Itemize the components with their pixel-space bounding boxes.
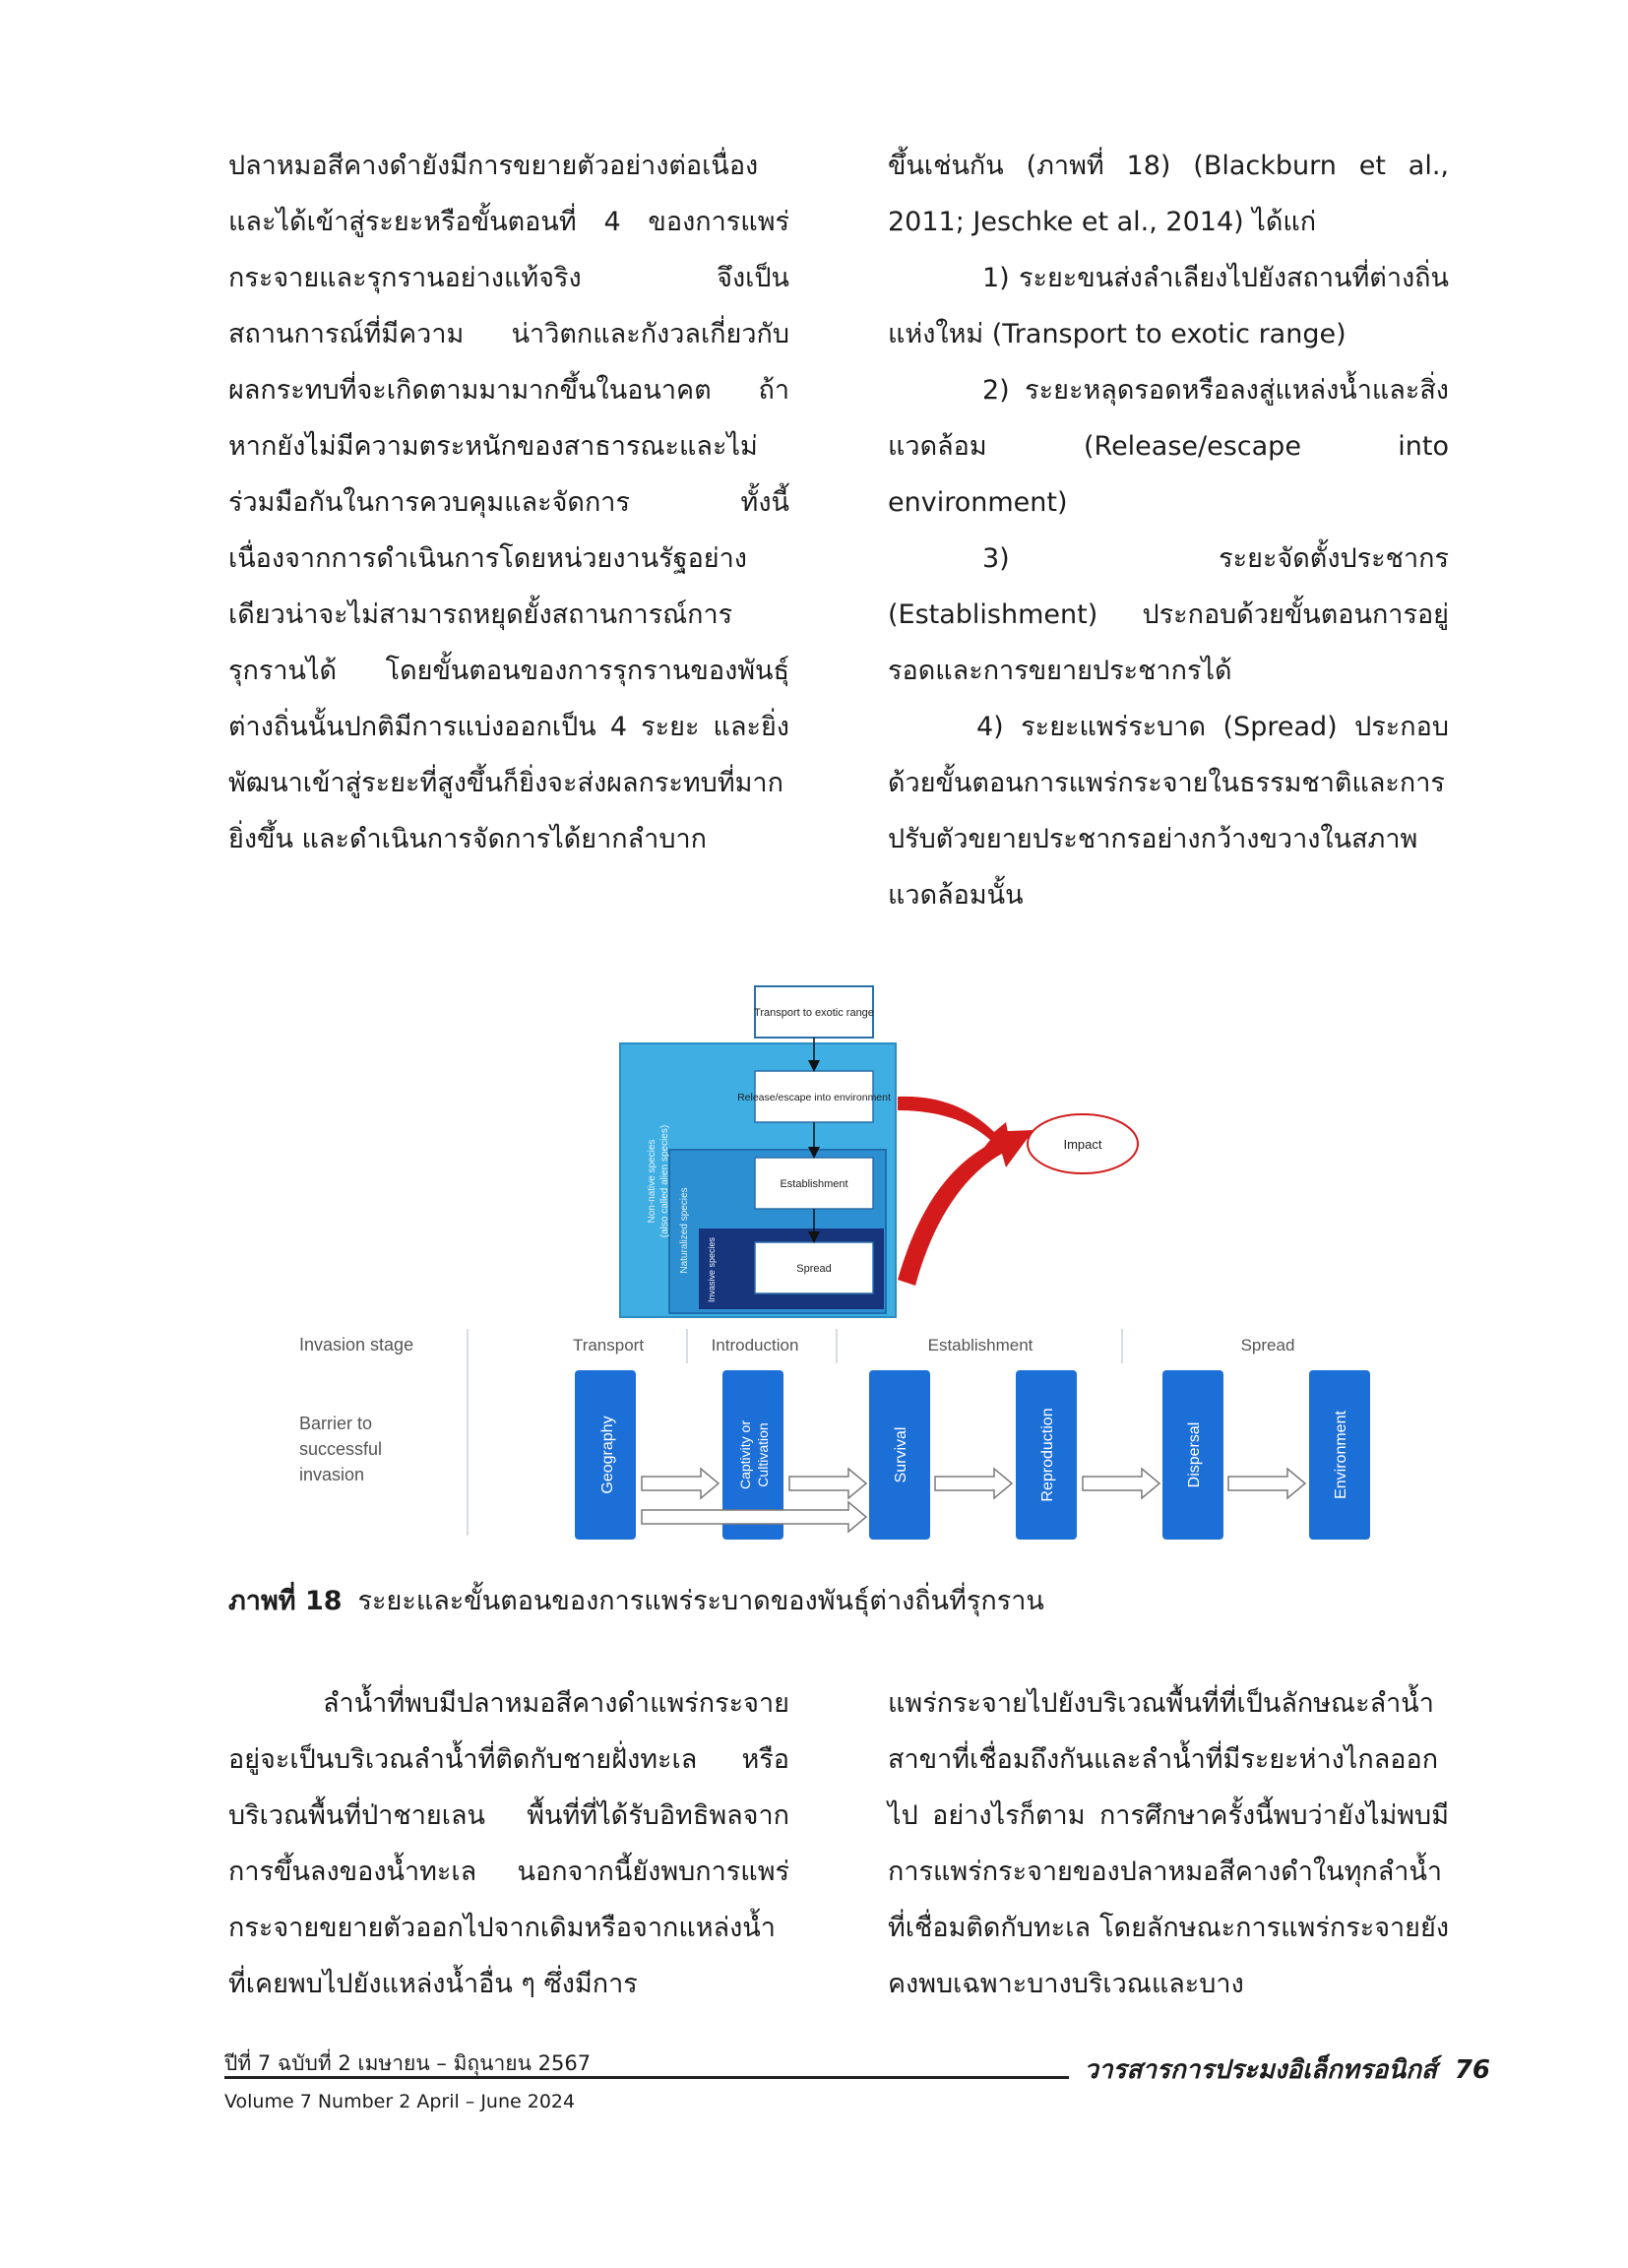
hollow-arrow: [642, 1469, 719, 1498]
journal-title: วารสารการประมงอิเล็กทรอนิกส์: [1084, 2055, 1437, 2085]
journal-name: [1066, 2049, 1490, 2090]
paragraph: ปลาหมอสีคางดำยังมีการขยายตัวอย่างต่อเนื่องและได้เข้าสู่ระยะหรือขั้นตอนที่ 4 ของการแพร่กระจายและรุกรานอย่างแท้จริง จึงเป็นสถานการณ์ที่มีความ น่าวิตกและกังวลเกี่ยวกับผลกระทบที่จะเกิดตามมามากขึ้นในอนาคต ถ้าหากยังไม่มีความตระหนักของสาธารณะและไม่ร่วมมือกันในการควบคุมและจัดการ ทั้งนี้เนื่องจากการดำเนินการโดยหน่วยงานรัฐอย่างเดียวน่าจะไม่สามารถหยุดยั้งสถานการณ์การรุกรานได้ โดยขั้นตอนของการรุกรานของพันธุ์ต่างถิ่นนั้นปกติมีการแบ่งออกเป็น 4 ระยะ และยิ่งพัฒนาเข้าสู่ระยะที่สูงขึ้นก็ยิ่งจะส่งผลกระทบที่มากยิ่งขึ้น และดำเนินการจัดการได้ยากลำบาก: [228, 151, 789, 854]
caption-text: ระยะและขั้นตอนของการแพร่ระบาดของพันธุ์ต่างถิ่นที่รุกราน: [357, 1586, 1044, 1616]
stage-introduction: Introduction: [711, 1336, 799, 1354]
hollow-arrow: [1228, 1469, 1305, 1498]
barrier-geography-label: Geography: [599, 1416, 616, 1494]
impact-label: Impact: [1063, 1137, 1102, 1152]
hollow-arrow: [935, 1469, 1012, 1498]
barrier-captivity-label: Captivity or Cultivation: [737, 1419, 771, 1490]
stage-establishment: Establishment: [927, 1336, 1033, 1354]
text-column-bottom-right: [888, 1675, 1449, 2012]
box-release-label: Release/escape into environment: [737, 1092, 891, 1103]
row-label-invasion-stage: Invasion stage: [299, 1335, 414, 1354]
issue-english: Volume 7 Number 2 April – June 2024: [224, 2091, 576, 2112]
side-label-non-native: Non-native species: [647, 1139, 657, 1224]
figure-caption: [228, 1579, 1044, 1621]
side-label-invasive: Invasive species: [707, 1236, 717, 1303]
hollow-arrow: [1083, 1469, 1159, 1498]
text-column-top-left: [228, 138, 789, 867]
barrier-reproduction-label: Reproduction: [1039, 1408, 1056, 1502]
box-spread-label: Spread: [796, 1263, 832, 1275]
box-transport-label: Transport to exotic range: [754, 1007, 874, 1019]
impact-arrow: [898, 1130, 1033, 1286]
text-column-bottom-left: [228, 1675, 789, 2012]
side-label-naturalized: Naturalized species: [679, 1187, 690, 1274]
invasion-stage-diagram: [276, 984, 1398, 1555]
impact-arrow-upper: [898, 1097, 1012, 1154]
list-item-transport: 1) ระยะขนส่งลำเลียงไปยังสถานที่ต่างถิ่นแห่งใหม่ (Transport to exotic range): [888, 263, 1449, 349]
paragraph-intro: ขึ้นเช่นกัน (ภาพที่ 18) (Blackburn et al., 2011; Jeschke et al., 2014) ได้แก่: [888, 151, 1449, 237]
page-number: 76: [1454, 2055, 1490, 2085]
hollow-arrow: [789, 1469, 866, 1498]
text-column-top-right: [888, 138, 1449, 923]
barrier-survival-label: Survival: [893, 1426, 909, 1483]
stage-transport: Transport: [572, 1336, 645, 1354]
footer-divider: [224, 2076, 1069, 2079]
list-item-establishment: 3) ระยะจัดตั้งประชากร (Establishment) ประกอบด้วยขั้นตอนการอยู่รอดและการขยายประชากรได้: [888, 543, 1449, 686]
barrier-dispersal-label: Dispersal: [1186, 1421, 1203, 1488]
barrier-environment-label: Environment: [1333, 1411, 1349, 1499]
side-label-alien: (also called alien species): [659, 1124, 670, 1238]
paragraph: ลำน้ำที่พบมีปลาหมอสีคางดำแพร่กระจายอยู่จะเป็นบริเวณลำน้ำที่ติดกับชายฝั่งทะเล หรือบริเวณพื้นที่ป่าชายเลน พื้นที่ที่ได้รับอิทธิพลจากการขึ้นลงของน้ำทะเล นอกจากนี้ยังพบการแพร่กระจายขยายตัวออกไปจากเดิมหรือจากแหล่งน้ำที่เคยพบไปยังแหล่งน้ำอื่น ๆ ซึ่งมีการ: [228, 1688, 789, 1999]
paragraph: แพร่กระจายไปยังบริเวณพื้นที่ที่เป็นลักษณะลำน้ำสาขาที่เชื่อมถึงกันและลำน้ำที่มีระยะห่างไกลออกไป อย่างไรก็ตาม การศึกษาครั้งนี้พบว่ายังไม่พบมีการแพร่กระจายของปลาหมอสีคางดำในทุกลำน้ำที่เชื่อมติดกับทะเล โดยลักษณะการแพร่กระจายยังคงพบเฉพาะบางบริเวณและบาง: [888, 1688, 1449, 1999]
issue-thai: ปีที่ 7 ฉบับที่ 2 เมษายน – มิถุนายน 2567: [224, 2051, 592, 2075]
list-item-spread: 4) ระยะแพร่ระบาด (Spread) ประกอบด้วยขั้นตอนการแพร่กระจายในธรรมชาติและการปรับตัวขยายประชากรอย่างกว้างขวางในสภาพแวดล้อมนั้น: [888, 712, 1449, 911]
box-establishment-label: Establishment: [780, 1178, 848, 1190]
list-item-release: 2) ระยะหลุดรอดหรือลงสู่แหล่งน้ำและสิ่งแวดล้อม (Release/escape into environment): [888, 375, 1449, 518]
caption-label: ภาพที่ 18: [228, 1586, 343, 1616]
row-label-barrier: Barrier to successful invasion: [299, 1414, 383, 1484]
stage-spread: Spread: [1240, 1336, 1295, 1354]
